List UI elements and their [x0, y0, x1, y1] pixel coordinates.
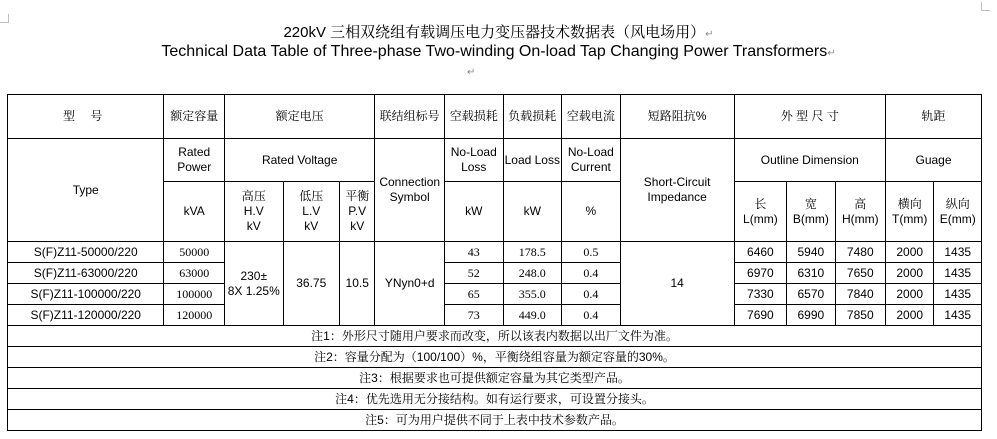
header-type-cn: 型 号: [8, 95, 164, 139]
title-chinese: 220kV 三相双绕组有载调压电力变压器技术数据表（风电场用）↵: [283, 24, 714, 41]
cell-track-e: 1435: [934, 263, 982, 284]
subheader-hv: 高压 H.V kV: [224, 182, 283, 242]
header-load-loss-cn: 负载损耗: [503, 95, 562, 139]
cell-height: 7480: [835, 242, 885, 263]
note-row: [8, 410, 982, 431]
cell-height: 7650: [835, 263, 885, 284]
cell-no-load-loss: 73: [445, 305, 504, 326]
page-corner-mark: [981, 2, 990, 11]
header-connection-en: Connection Symbol: [375, 139, 445, 242]
header-connection-cn: 联结组标号: [375, 95, 445, 139]
note-1: 注1：外形尺寸随用户要求而改变，所以该表内数据以出厂文件为准。: [8, 326, 982, 347]
cell-power: 100000: [164, 284, 225, 305]
header-no-load-loss-cn: 空载损耗: [445, 95, 504, 139]
header-gauge-en: Guage: [886, 139, 982, 182]
table-row: [8, 242, 982, 263]
paragraph-mark: ↵: [705, 29, 714, 40]
header-outline-en: Outline Dimension: [734, 139, 885, 182]
unit-no-load-loss: kW: [445, 182, 504, 242]
subheader-length: 长 L(mm): [734, 182, 786, 242]
table-row: [8, 263, 982, 284]
cell-no-load-loss: 52: [445, 263, 504, 284]
cell-lv-shared: 36.75: [283, 242, 340, 326]
cell-length: 7690: [734, 305, 786, 326]
header-gauge-cn: 轨距: [886, 95, 982, 139]
subheader-pv: 平衡 P.V kV: [340, 182, 375, 242]
cell-connection-shared: YNyn0+d: [375, 242, 445, 326]
cell-length: 6460: [734, 242, 786, 263]
header-rated-voltage-cn: 额定电压: [224, 95, 374, 139]
cell-no-load-current: 0.4: [562, 284, 621, 305]
subheader-width: 宽 B(mm): [787, 182, 835, 242]
cell-height: 7850: [835, 305, 885, 326]
cell-impedance-shared: 14: [620, 242, 734, 326]
cell-width: 6570: [787, 284, 835, 305]
cell-no-load-loss: 65: [445, 284, 504, 305]
cell-load-loss: 449.0: [503, 305, 562, 326]
unit-rated-power: kVA: [164, 182, 225, 242]
paragraph-mark: ↵: [827, 48, 836, 59]
cell-track-t: 2000: [886, 263, 934, 284]
header-no-load-current-en: No-Load Current: [562, 139, 621, 182]
cell-width: 6990: [787, 305, 835, 326]
note-5: 注5：可为用户提供不同于上表中技术参数产品。: [8, 410, 982, 431]
subheader-track-t: 横向 T(mm): [886, 182, 934, 242]
subheader-lv: 低压 L.V kV: [283, 182, 340, 242]
cell-power: 63000: [164, 263, 225, 284]
title-english: Technical Data Table of Three-phase Two-winding On-load Tap Changing Power Transformers↵: [161, 43, 836, 60]
header-rated-power-cn: 额定容量: [164, 95, 225, 139]
cell-load-loss: 248.0: [503, 263, 562, 284]
cell-no-load-current: 0.5: [562, 242, 621, 263]
cell-type: S(F)Z11-50000/220: [8, 242, 164, 263]
cell-track-e: 1435: [934, 242, 982, 263]
header-rated-power-en: Rated Power: [164, 139, 225, 182]
cell-length: 7330: [734, 284, 786, 305]
cell-type: S(F)Z11-100000/220: [8, 284, 164, 305]
cell-track-e: 1435: [934, 305, 982, 326]
cell-hv-shared: 230± 8X 1.25%: [224, 242, 283, 326]
header-load-loss-en: Load Loss: [503, 139, 562, 182]
unit-no-load-current: %: [562, 182, 621, 242]
cell-track-t: 2000: [886, 305, 934, 326]
note-2: 注2：容量分配为（100/100）%，平衡绕组容量为额定容量的30%。: [8, 347, 982, 368]
unit-load-loss: kW: [503, 182, 562, 242]
cell-type: S(F)Z11-63000/220: [8, 263, 164, 284]
cell-width: 6310: [787, 263, 835, 284]
subheader-track-e: 纵向 E(mm): [934, 182, 982, 242]
header-type-en: Type: [8, 139, 164, 242]
note-4: 注4：优先选用无分接结构。如有运行要求，可设置分接头。: [8, 389, 982, 410]
cell-no-load-current: 0.4: [562, 305, 621, 326]
header-no-load-loss-en: No-Load Loss: [445, 139, 504, 182]
note-3: 注3：根据要求也可提供额定容量为其它类型产品。: [8, 368, 982, 389]
cell-width: 5940: [787, 242, 835, 263]
note-row: [8, 368, 982, 389]
header-outline-cn: 外 型 尺 寸: [734, 95, 885, 139]
header-row-english: [8, 139, 982, 182]
cell-load-loss: 178.5: [503, 242, 562, 263]
cell-type: S(F)Z11-120000/220: [8, 305, 164, 326]
paragraph-mark: ↵: [467, 67, 476, 78]
header-rated-voltage-en: Rated Voltage: [224, 139, 374, 182]
header-row-chinese: [8, 95, 982, 139]
cell-load-loss: 355.0: [503, 284, 562, 305]
cell-length: 6970: [734, 263, 786, 284]
cell-track-t: 2000: [886, 284, 934, 305]
table-row: [8, 284, 982, 305]
cell-pv-shared: 10.5: [340, 242, 375, 326]
cell-no-load-current: 0.4: [562, 263, 621, 284]
header-impedance-cn: 短路阻抗%: [620, 95, 734, 139]
cell-power: 50000: [164, 242, 225, 263]
note-row: [8, 347, 982, 368]
cell-height: 7840: [835, 284, 885, 305]
cell-track-e: 1435: [934, 284, 982, 305]
cell-track-t: 2000: [886, 242, 934, 263]
header-impedance-en: Short-Circuit Impedance: [620, 139, 734, 242]
note-row: [8, 389, 982, 410]
table-row: [8, 305, 982, 326]
technical-data-table: [7, 94, 982, 431]
cell-power: 120000: [164, 305, 225, 326]
cell-no-load-loss: 43: [445, 242, 504, 263]
subheader-height: 高 H(mm): [835, 182, 885, 242]
note-row: [8, 326, 982, 347]
header-no-load-current-cn: 空载电流: [562, 95, 621, 139]
